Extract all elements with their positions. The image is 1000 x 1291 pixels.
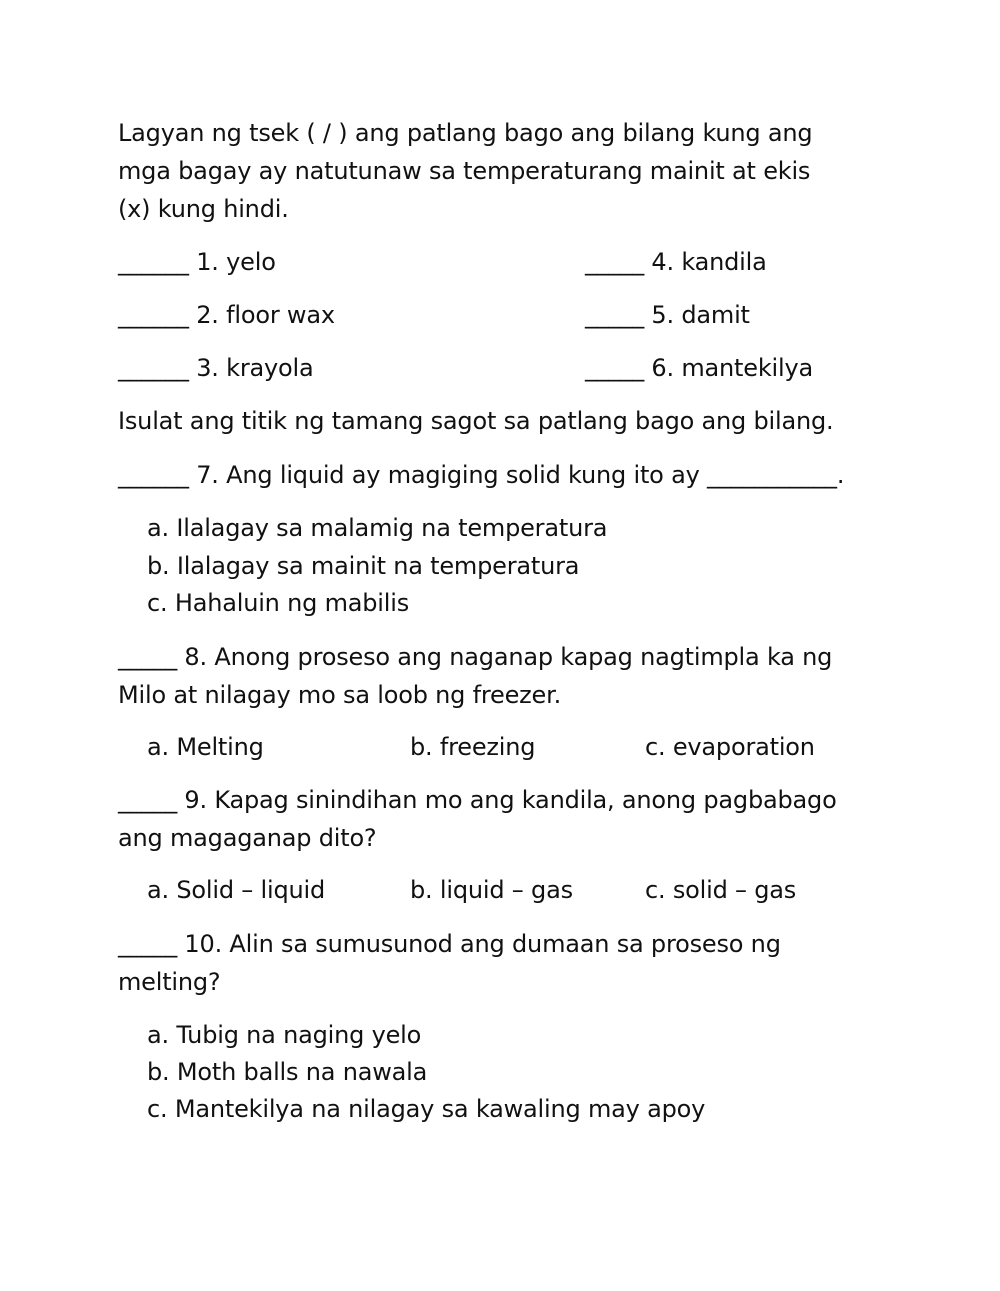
instruction-1-line-2: mga bagay ay natutunaw sa temperaturang mainit at ekis: [118, 157, 811, 185]
instruction-2: Isulat ang titik ng tamang sagot sa patlang bago ang bilang.: [118, 407, 834, 435]
instruction-1-line-1: Lagyan ng tsek ( / ) ang patlang bago ang bilang kung ang: [118, 119, 813, 147]
item-3: ______ 3. krayola: [118, 354, 314, 382]
question-7-stem: ______ 7. Ang liquid ay magiging solid kung ito ay ___________.: [118, 461, 845, 489]
item-4: _____ 4. kandila: [585, 248, 767, 276]
item-5: _____ 5. damit: [585, 301, 750, 329]
question-9-option-c: c. solid – gas: [645, 876, 797, 904]
question-8-option-a: a. Melting: [147, 733, 264, 761]
question-8-stem: [118, 638, 888, 714]
question-7-option-a: a. Ilalagay sa malamig na temperatura: [147, 514, 608, 542]
question-9-stem: [118, 781, 888, 857]
question-10-stem: [118, 925, 888, 1001]
question-8-option-c: c. evaporation: [645, 733, 815, 761]
question-8-option-b: b. freezing: [410, 733, 536, 761]
question-9-option-b: b. liquid – gas: [410, 876, 573, 904]
question-9-stem-line-2: ang magaganap dito?: [118, 824, 377, 852]
question-10-stem-line-1: _____ 10. Alin sa sumusunod ang dumaan sa proseso ng: [118, 930, 781, 958]
question-10-option-c: c. Mantekilya na nilagay sa kawaling may apoy: [147, 1095, 706, 1123]
question-7-option-b: b. Ilalagay sa mainit na temperatura: [147, 552, 580, 580]
question-9-stem-line-1: _____ 9. Kapag sinindihan mo ang kandila, anong pagbabago: [118, 786, 837, 814]
instruction-1-line-3: (x) kung hindi.: [118, 195, 289, 223]
question-7-option-c: c. Hahaluin ng mabilis: [147, 589, 410, 617]
question-10-option-b: b. Moth balls na nawala: [147, 1058, 428, 1086]
instruction-1: [118, 114, 888, 228]
item-6: _____ 6. mantekilya: [585, 354, 813, 382]
question-10-stem-line-2: melting?: [118, 968, 221, 996]
item-2: ______ 2. floor wax: [118, 301, 335, 329]
question-10-option-a: a. Tubig na naging yelo: [147, 1021, 422, 1049]
question-9-option-a: a. Solid – liquid: [147, 876, 325, 904]
question-8-stem-line-1: _____ 8. Anong proseso ang naganap kapag nagtimpla ka ng: [118, 643, 833, 671]
question-8-stem-line-2: Milo at nilagay mo sa loob ng freezer.: [118, 681, 562, 709]
item-1: ______ 1. yelo: [118, 248, 276, 276]
